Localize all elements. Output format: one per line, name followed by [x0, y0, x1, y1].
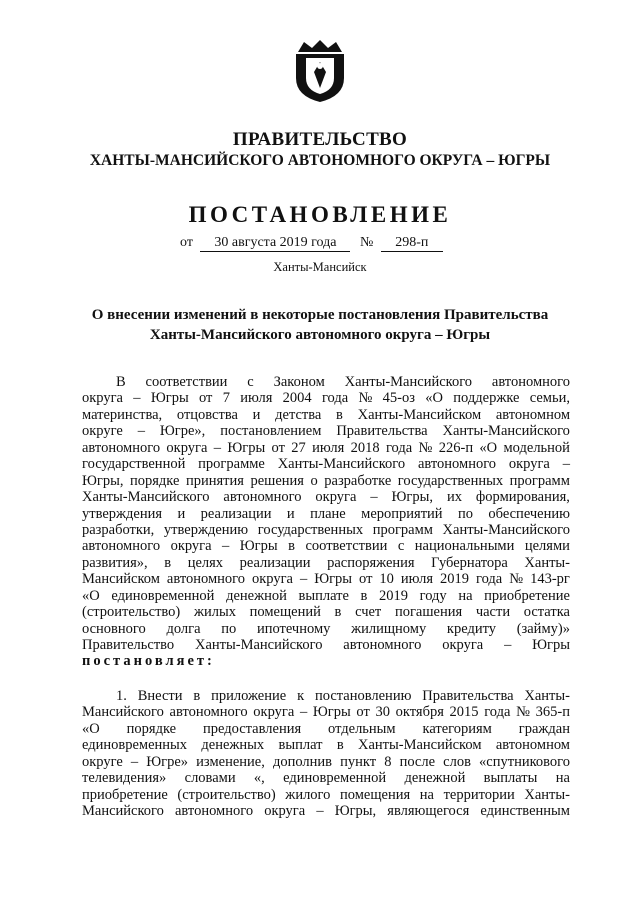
- text-line: материнства, отцовства и детства в Ханты-Мансийском автономном: [82, 406, 570, 423]
- text-line: Мансийском автономного округа – Югры от 10 июля 2019 года № 143-рг: [82, 571, 570, 588]
- text-line: утверждения и реализации и плане мероприятий по обеспечению: [82, 505, 570, 522]
- date-line: [180, 234, 480, 252]
- text-line: основного долга по ипотечному жилищному кредиту (займу)»: [82, 620, 570, 637]
- date-prefix: от: [180, 235, 193, 250]
- city: Ханты-Мансийск: [273, 260, 367, 274]
- document-type: ПОСТАНОВЛЕНИЕ: [188, 202, 452, 227]
- number-prefix: №: [359, 235, 374, 250]
- text-line: единовременных денежных выплат в Ханты-Мансийском автономном: [82, 737, 570, 754]
- text-line: разработки, утверждению государственных программ Ханты-Мансийского: [82, 521, 570, 538]
- document-number: 298-п: [381, 234, 443, 252]
- text-line: Мансийского автономного округа – Югры, являющегося единственным: [82, 803, 570, 820]
- subject-line: О внесении изменений в некоторые постановления Правительства: [91, 307, 549, 323]
- text-line: 1. Внести в приложение к постановлению Правительства Ханты-: [116, 688, 570, 704]
- government-title: ПРАВИТЕЛЬСТВО: [232, 129, 408, 150]
- text-line: округа – Югры от 7 июля 2004 года № 45-оз «О поддержке семьи,: [82, 390, 570, 407]
- text-line: округе – Югре», постановлением Правительства Ханты-Мансийского: [82, 423, 570, 440]
- text-line: автономного округа – Югры от 27 июля 2018 года № 226-п «О модельной: [82, 439, 570, 456]
- text-line: государственной программе Ханты-Мансийского автономного округа –: [82, 456, 570, 473]
- text-line: «О порядке предоставления отдельным категориям граждан: [82, 720, 570, 737]
- resolves-word: постановляет:: [82, 653, 215, 670]
- text-line: (строительство) жилых помещений в счет погашения части остатка: [82, 604, 570, 621]
- text-line: «О единовременной денежной выплате в 2019 году на приобретение: [82, 587, 570, 604]
- text-line: округе – Югре» изменение, дополнив пункт 8 после слов «спутникового: [82, 753, 570, 770]
- text-line: В соответствии с Законом Ханты-Мансийского автономного: [116, 374, 570, 390]
- subject-line: Ханты-Мансийского автономного округа – Югры: [149, 327, 491, 343]
- paragraph-preamble: [82, 374, 570, 670]
- text-line: телевидения» словами «, единовременной денежной выплаты на: [82, 770, 570, 787]
- paragraph-1: [82, 688, 570, 820]
- text-line: Мансийского автономного округа – Югры от 30 октября 2015 года № 365-п: [82, 704, 570, 721]
- text-line: приобретение (строительство) жилого помещения на территории Ханты-: [82, 786, 570, 803]
- text-line: Югры, порядке принятия решения о разработке государственных программ: [82, 472, 570, 489]
- text-line: Правительство Ханты-Мансийского автономного округа – Югры: [82, 637, 570, 653]
- coat-of-arms-emblem: [290, 38, 350, 104]
- text-line: развития», в целях реализации распоряжения Губернатора Ханты-: [82, 554, 570, 571]
- text-line: автономного округа – Югры в соответствии с национальными целями: [82, 538, 570, 555]
- document-date: 30 августа 2019 года: [200, 234, 350, 252]
- region-title: ХАНТЫ-МАНСИЙСКОГО АВТОНОМНОГО ОКРУГА – ЮГРЫ: [89, 152, 551, 169]
- text-line: Ханты-Мансийского автономного округа – Югры, их формирования,: [82, 489, 570, 506]
